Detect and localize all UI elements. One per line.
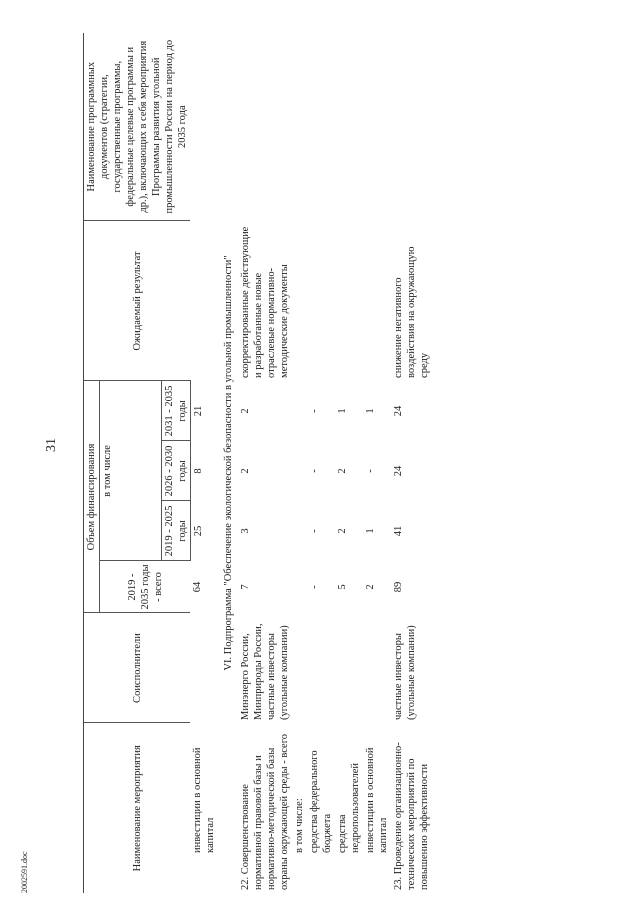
rotated-table-page — [83, 33, 430, 893]
cell-executors — [307, 613, 335, 723]
page-number: 31 — [44, 438, 59, 452]
cell-p1: 25 — [192, 525, 204, 537]
header-period-1: 2019 - 2025 годы — [161, 501, 190, 561]
header-result: Ожидаемый результат — [84, 221, 191, 381]
cell-docs — [292, 33, 307, 221]
cell-activity: в том числе: — [294, 798, 305, 853]
subprogram-title: VI. Подпрограмма "Обеспечение экологической безопасности в угольной промышленности" — [223, 255, 234, 671]
cell-result — [292, 221, 307, 381]
cell-p3: 21 — [192, 405, 204, 417]
cell-result: снижение негативного воздействия на окружающую среду — [393, 246, 430, 378]
cell-result — [335, 221, 363, 381]
cell-executors — [190, 613, 218, 723]
cell-total: - — [309, 585, 320, 589]
cell-executors: Минэнерго России, Минприроды России, частные инвесторы (угольные компании) — [240, 623, 290, 720]
cell-activity: инвестиции в основной капитал — [192, 747, 216, 853]
cell-executors — [292, 613, 307, 723]
cell-p1: 41 — [393, 525, 404, 537]
cell-total: 64 — [192, 581, 203, 593]
cell-p3: 1 — [337, 408, 348, 414]
cell-docs — [238, 33, 292, 221]
cell-p3: 24 — [393, 405, 404, 417]
cell-p2: 24 — [393, 465, 404, 477]
header-incl: в том числе — [100, 381, 162, 561]
cell-total: 7 — [240, 584, 251, 590]
cell-activity: средства федерального бюджета — [309, 750, 333, 853]
cell-p3: - — [309, 409, 320, 413]
cell-total: 5 — [337, 584, 348, 590]
cell-p3: 2 — [240, 408, 251, 414]
cell-result — [307, 221, 335, 381]
cell-executors — [335, 613, 363, 723]
header-period-2: 2026 - 2030 годы — [161, 441, 190, 501]
cell-docs — [307, 33, 335, 221]
cell-docs — [335, 33, 363, 221]
cell-p2 — [292, 441, 307, 501]
header-period-3: 2031 - 2035 годы — [161, 381, 190, 441]
cell-executors — [363, 613, 391, 723]
cell-p3 — [292, 381, 307, 441]
table-row — [307, 33, 335, 893]
cell-p2: - — [365, 469, 376, 473]
cell-total: 2 — [365, 584, 376, 590]
cell-result — [190, 221, 218, 381]
cell-result — [363, 221, 391, 381]
cell-activity: инвестиции в основной капитал — [365, 747, 389, 853]
cell-p1 — [292, 501, 307, 561]
header-volume: Объем финансирования — [84, 381, 100, 613]
table-row — [363, 33, 391, 893]
cell-total: 89 — [393, 581, 404, 593]
header-docs: Наименование программных документов (стратегии, государственные программы, федеральные целевые программы и др.), включающих в себя мероприятия Программы развития угольной промышленности России на период до 2035 года — [84, 33, 191, 221]
cell-result: скорректированные действующие и разработанные новые отраслевые нормативно-методические документы — [240, 226, 290, 378]
cell-p2: 2 — [337, 468, 348, 474]
cell-p1: 1 — [365, 528, 376, 534]
table-row — [335, 33, 363, 893]
cell-activity: средства недропользователей — [337, 762, 361, 853]
cell-p3: 1 — [365, 408, 376, 414]
cell-p1: 2 — [337, 528, 348, 534]
table-row — [190, 33, 218, 893]
cell-docs — [190, 33, 218, 221]
cell-p2: - — [309, 469, 320, 473]
header-activity: Наименование мероприятия — [84, 723, 191, 893]
header-executors: Соисполнители — [84, 613, 191, 723]
table-row — [292, 33, 307, 893]
cell-p1: 3 — [240, 528, 251, 534]
cell-executors: частные инвесторы (угольные компании) — [393, 625, 417, 720]
cell-activity: 22. Совершенствование нормативной правовой базы и нормативно-методической базы охраны окружающей среды - всего — [240, 734, 290, 890]
cell-total — [292, 561, 307, 613]
cell-p2: 8 — [192, 468, 204, 474]
cell-p2: 2 — [240, 468, 251, 474]
table-row — [391, 33, 432, 893]
cell-docs — [391, 33, 432, 221]
footer-filename: 2002591.doc — [20, 851, 29, 893]
financing-table — [83, 33, 432, 893]
cell-activity: 23. Проведение организационно-технических мероприятий по повышению эффективности — [393, 742, 430, 890]
cell-p1: - — [309, 529, 320, 533]
table-row — [238, 33, 292, 893]
header-total: 2019 - 2035 годы - всего — [100, 561, 191, 613]
cell-docs — [363, 33, 391, 221]
